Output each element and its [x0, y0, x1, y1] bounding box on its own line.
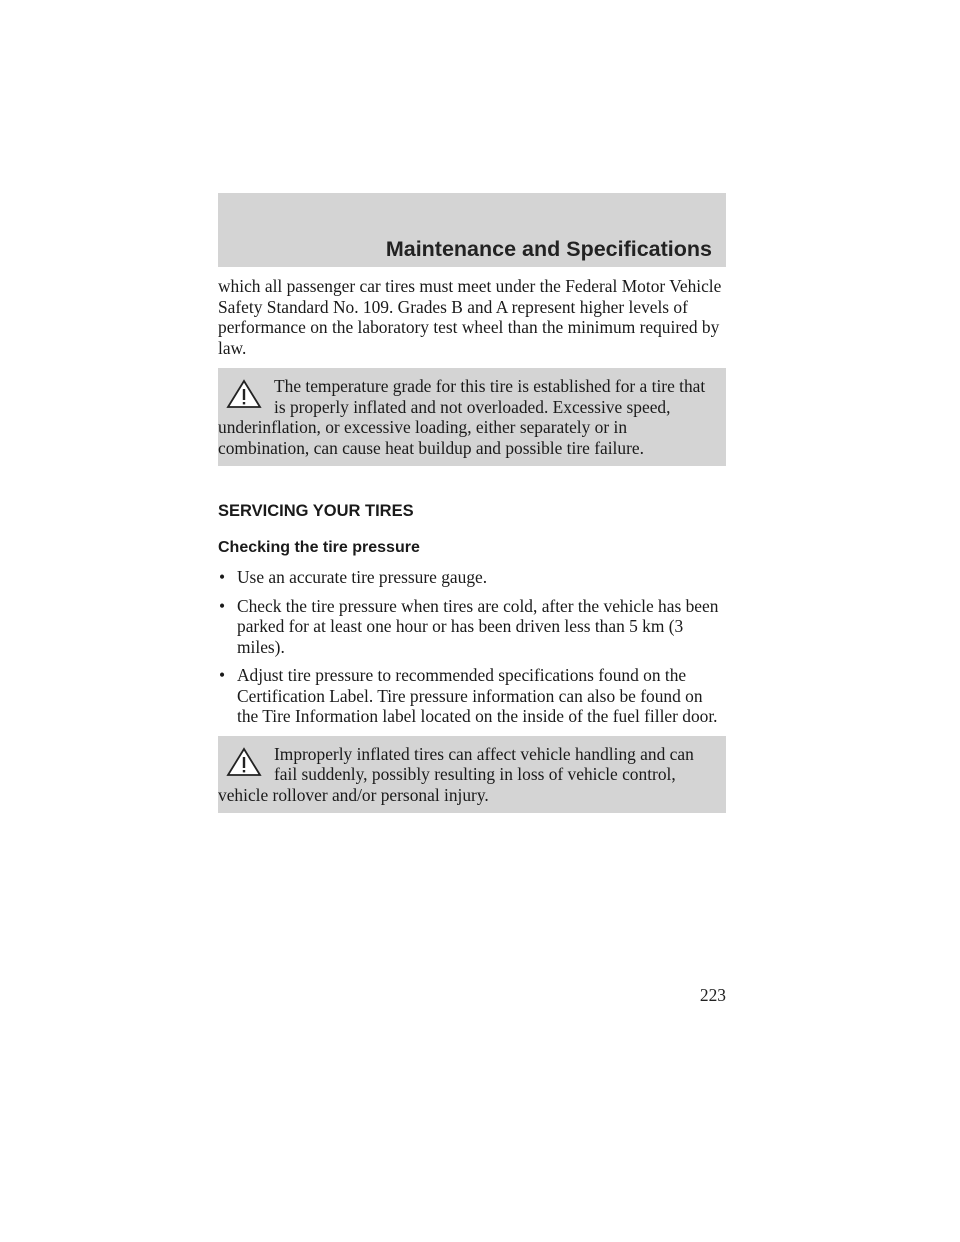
bullet-list: [218, 567, 726, 727]
warning-box-temperature: [218, 368, 726, 466]
list-item-text: Use an accurate tire pressure gauge.: [237, 567, 488, 587]
warning-box-inflation: [218, 736, 726, 814]
subsection-heading: Checking the tire pressure: [218, 539, 420, 556]
list-item: [218, 567, 726, 588]
bullet-icon: •: [219, 665, 226, 685]
page-header-band: [218, 193, 726, 267]
intro-paragraph: which all passenger car tires must meet under the Federal Motor Vehicle Safety Standard No. 109. Grades B and A represent higher levels of performance on the laboratory test wheel than the minimum required by law.: [218, 276, 722, 358]
list-item: [218, 665, 726, 727]
warning-triangle-icon: [226, 379, 262, 409]
warning-text: The temperature grade for this tire is established for a tire that is properly inflated and not overloaded. Excessive speed, underinflation, or excessive loading, either separately or in combination, can cause heat buildup and possible tire failure.: [218, 376, 706, 458]
bullet-icon: •: [219, 567, 226, 587]
page-header-title: Maintenance and Specifications: [385, 237, 712, 261]
page-content: [218, 276, 726, 813]
warning-text: Improperly inflated tires can affect vehicle handling and can fail suddenly, possibly resulting in loss of vehicle control, vehicle rollover and/or personal injury.: [218, 743, 694, 805]
list-item-text: Adjust tire pressure to recommended specifications found on the Certification Label. Tire pressure information can also be found on the Tire Information label located on the inside of the fuel filler door.: [237, 665, 718, 726]
list-item: [218, 596, 726, 658]
page-number: 223: [699, 985, 726, 1005]
warning-triangle-icon: [226, 747, 262, 777]
bullet-icon: •: [219, 595, 226, 616]
list-item-text: Check the tire pressure when tires are cold, after the vehicle has been parked for at least one hour or has been driven less than 5 km (3 miles).: [237, 595, 719, 657]
section-heading: SERVICING YOUR TIRES: [218, 502, 414, 520]
